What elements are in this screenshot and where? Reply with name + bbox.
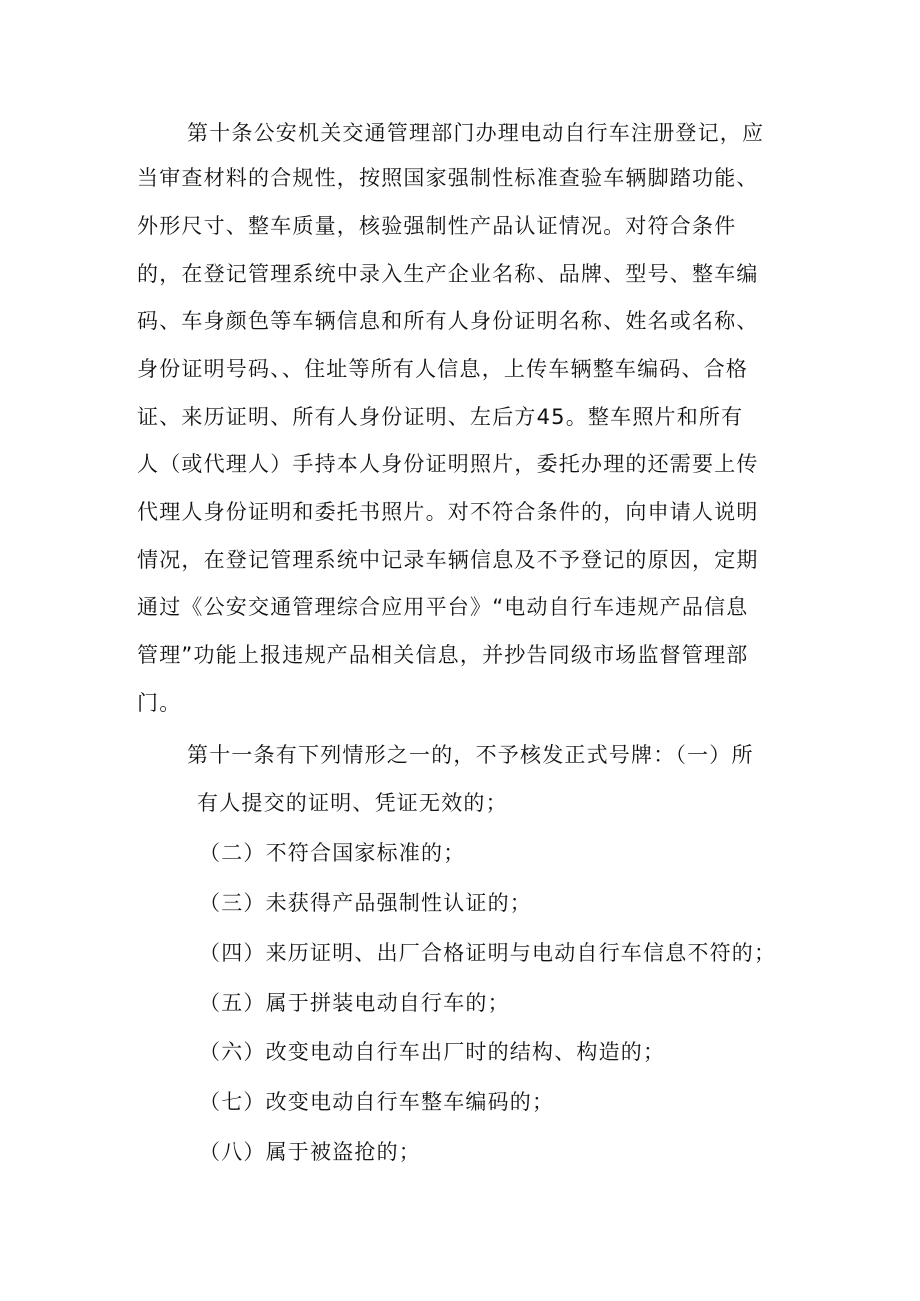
article-10-line-8: 人（或代理人）手持本人身份证明照片，委托办理的还需要上传 [137,452,759,476]
article-10-line-4: 的，在登记管理系统中录入生产企业名称、品牌、型号、整车编 [137,262,759,286]
list-item-4: （四）来历证明、出厂合格证明与电动自行车信息不符的； [199,941,777,965]
list-item-5: （五）属于拼装电动自行车的； [199,991,510,1015]
article-10-line-6: 身份证明号码、、住址等所有人信息，上传车辆整车编码、合格 [137,357,749,381]
article-11-line-2: 有人提交的证明、凭证无效的； [197,791,508,815]
list-item-8: （八）属于被盗抢的； [199,1140,421,1164]
article-11-line-1: 第十一条有下列情形之一的，不予核发正式号牌：（一）所 [187,743,754,767]
article-10-line-12: 管理”功能上报违规产品相关信息，并抄告同级市场监督管理部 [137,643,749,667]
list-item-6: （六）改变电动自行车出厂时的结构、构造的； [199,1040,666,1064]
article-10-line-3: 外形尺寸、整车质量，核验强制性产品认证情况。对符合条件 [137,214,737,238]
article-10-line-13: 门。 [137,691,182,715]
list-item-3: （三）未获得产品强制性认证的； [199,891,532,915]
article-10-line-10: 情况，在登记管理系统中记录车辆信息及不予登记的原因，定期 [137,548,759,572]
article-10-line-2: 当审查材料的合规性，按照国家强制性标准查验车辆脚踏功能、 [137,166,759,190]
list-item-2: （二）不符合国家标准的； [199,841,466,865]
article-10-line-9: 代理人身份证明和委托书照片。对不符合条件的，向申请人说明 [137,500,759,524]
article-10-line-7: 证、来历证明、所有人身份证明、左后方45。整车照片和所有 [137,405,744,429]
list-item-7: （七）改变电动自行车整车编码的； [199,1090,555,1114]
article-10-line-5: 码、车身颜色等车辆信息和所有人身份证明名称、姓名或名称、 [137,309,759,333]
article-10-line-11: 通过《公安交通管理综合应用平台》“电动自行车违规产品信息 [137,595,749,619]
article-10-line-1: 第十条公安机关交通管理部门办理电动自行车注册登记，应 [187,121,765,145]
